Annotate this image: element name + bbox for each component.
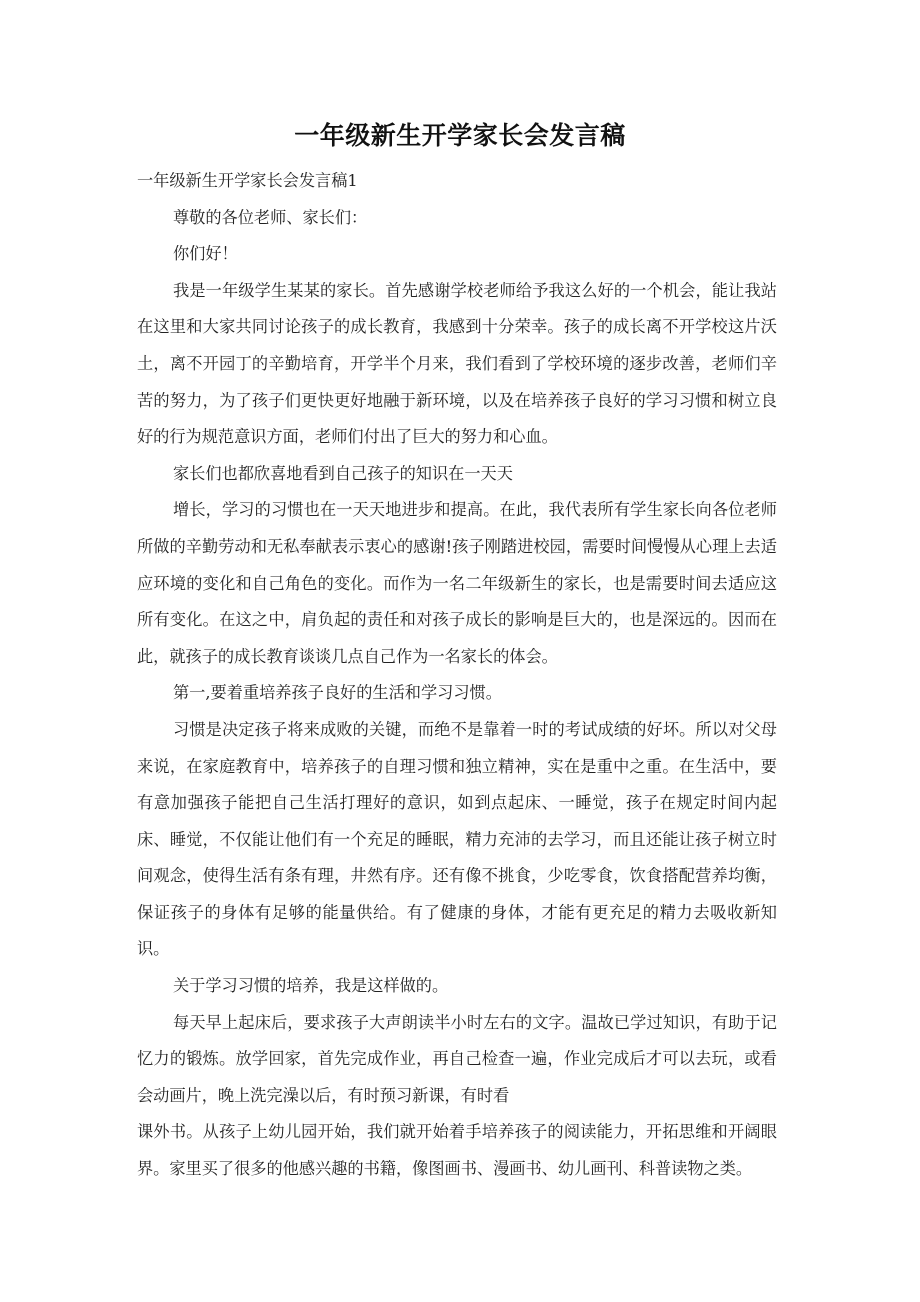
salutation: 尊敬的各位老师、家长们： bbox=[173, 207, 368, 227]
page-title: 一年级新生开学家长会发言稿 bbox=[294, 121, 626, 150]
document-body bbox=[137, 163, 777, 1188]
paragraph: 课外书。从孩子上幼儿园开始，我们就开始着手培养孩子的阅读能力，开拓思维和开阔眼界。家里买了很多的他感兴趣的书籍，像图画书、漫画书、幼儿画刊、科普读物之类。 bbox=[137, 1122, 777, 1179]
point-heading: 第一,要着重培养孩子良好的生活和学习习惯。 bbox=[173, 683, 502, 703]
paragraph: 每天早上起床后，要求孩子大声朗读半小时左右的文字。温故已学过知识，有助于记忆力的锻炼。放学回家，首先完成作业，再自己检查一遍，作业完成后才可以去玩，或看会动画片，晚上洗完澡以后，有时预习新课，有时看 bbox=[137, 1012, 777, 1105]
paragraph: 增长，学习的习惯也在一天天地进步和提高。在此，我代表所有学生家长向各位老师所做的辛勤劳动和无私奉献表示衷心的感谢!孩子刚踏进校园，需要时间慢慢从心理上去适应环境的变化和自己角色的变化。而作为一名二年级新生的家长，也是需要时间去适应这所有变化。在这之中，肩负起的责任和对孩子成长的影响是巨大的，也是深远的。因而在此，就孩子的成长教育谈谈几点自己作为一名家长的体会。 bbox=[137, 500, 777, 666]
paragraph: 关于学习习惯的培养，我是这样做的。 bbox=[173, 976, 449, 996]
paragraph: 我是一年级学生某某的家长。首先感谢学校老师给予我这么好的一个机会，能让我站在这里和大家共同讨论孩子的成长教育，我感到十分荣幸。孩子的成长离不开学校这片沃土，离不开园丁的辛勤培育，开学半个月来，我们看到了学校环境的逐步改善，老师们辛苦的努力，为了孩子们更快更好地融于新环境，以及在培养孩子良好的学习习惯和树立良好的行为规范意识方面，老师们付出了巨大的努力和心血。 bbox=[137, 280, 777, 447]
section-heading: 一年级新生开学家长会发言稿1 bbox=[137, 171, 358, 190]
greeting: 你们好！ bbox=[173, 244, 238, 264]
paragraph: 家长们也都欣喜地看到自己孩子的知识在一天天 bbox=[173, 463, 513, 483]
paragraph: 习惯是决定孩子将来成败的关键，而绝不是靠着一时的考试成绩的好坏。所以对父母来说，在家庭教育中，培养孩子的自理习惯和独立精神，实在是重中之重。在生活中，要有意加强孩子能把自己生活打理好的意识，如到点起床、一睡觉，孩子在规定时间内起床、睡觉，不仅能让他们有一个充足的睡眠，精力充沛的去学习，而且还能让孩子树立时间观念，使得生活有条有理，井然有序。还有像不挑食，少吃零食，饮食搭配营养均衡，保证孩子的身体有足够的能量供给。有了健康的身体，才能有更充足的精力去吸收新知识。 bbox=[137, 719, 777, 959]
